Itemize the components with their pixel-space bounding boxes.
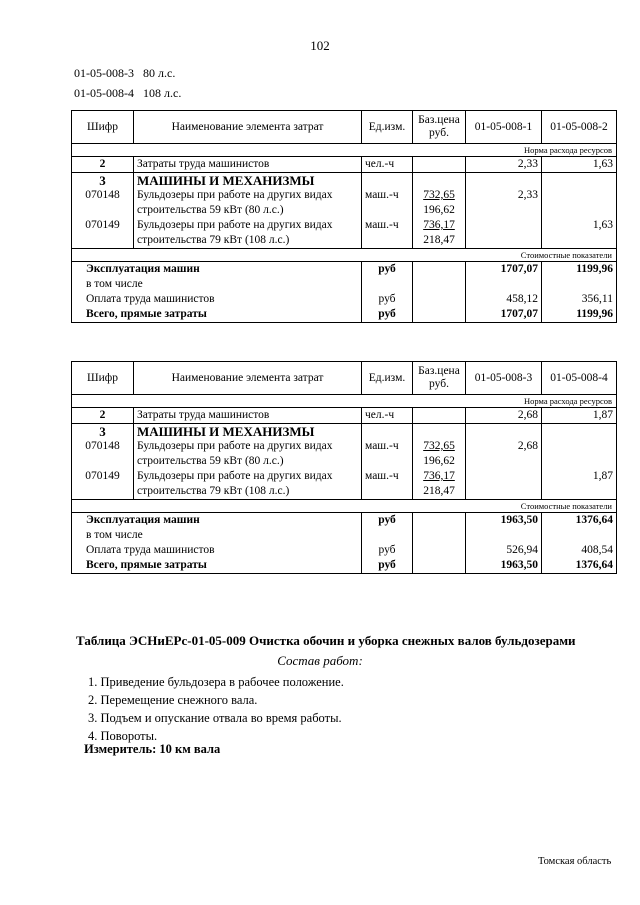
- row-price-main: 736,17: [413, 469, 466, 484]
- cost-wages-v1: 458,12: [466, 292, 542, 307]
- row-price-wage: 218,47: [413, 484, 466, 500]
- list-item: 2. Перемещение снежного вала.: [88, 693, 258, 707]
- subheader-norm: Норма расхода ресурсов: [72, 395, 617, 408]
- list-item: 1. Приведение бульдозера в рабочее положение.: [88, 675, 344, 689]
- table-row: [72, 439, 617, 454]
- row-v2: 1,63: [542, 157, 617, 173]
- cost-wages-unit: руб: [362, 543, 413, 558]
- table-header: [72, 362, 617, 395]
- cost-total-unit: руб: [362, 558, 413, 574]
- row-v2: [542, 439, 617, 454]
- row-name: Бульдозеры при работе на других видах: [134, 188, 362, 203]
- section-title: МАШИНЫ И МЕХАНИЗМЫ: [134, 424, 362, 440]
- row-price-wage: 196,62: [413, 203, 466, 218]
- row-name: Затраты труда машинистов: [134, 408, 362, 424]
- cost-total-label: Всего, прямые затраты: [72, 558, 362, 574]
- row-v2: [542, 188, 617, 203]
- resource-table-1: [71, 110, 617, 323]
- code-desc: 80 л.с.: [143, 66, 176, 80]
- subheader-norm: Норма расхода ресурсов: [72, 144, 617, 157]
- row-unit: чел.-ч: [362, 408, 413, 424]
- row-v1: 2,33: [466, 157, 542, 173]
- header-shifr: Шифр: [72, 111, 134, 144]
- table-row: [72, 513, 617, 529]
- cost-operation-unit: руб: [362, 262, 413, 278]
- row-code: 2: [72, 157, 134, 173]
- cost-total-unit: руб: [362, 307, 413, 323]
- row-code: 070148: [72, 188, 134, 203]
- row-price-main: 736,17: [413, 218, 466, 233]
- region-footer: Томская область: [538, 856, 612, 867]
- table-row: [72, 307, 617, 323]
- row-price-main: 732,65: [413, 439, 466, 454]
- table-row: [72, 424, 617, 440]
- cost-including-label: в том числе: [72, 277, 362, 292]
- list-item: 4. Повороты.: [88, 729, 158, 743]
- row-unit: чел.-ч: [362, 157, 413, 173]
- cost-wages-v2: 408,54: [542, 543, 617, 558]
- resource-table-2: [71, 361, 617, 574]
- row-name: Бульдозеры при работе на других видах: [134, 439, 362, 454]
- table-row: [72, 558, 617, 574]
- list-item: 3. Подъем и опускание отвала во время работы.: [88, 711, 342, 725]
- header-base-price: Баз.цена руб.: [413, 111, 466, 144]
- row-unit: маш.-ч: [362, 218, 413, 233]
- row-name-cont: строительства 59 кВт (80 л.с.): [134, 454, 362, 469]
- row-v2: 1,87: [542, 469, 617, 484]
- header-base-price: Баз.цена руб.: [413, 362, 466, 395]
- table-row: [72, 203, 617, 218]
- table-row: [72, 408, 617, 424]
- cost-operation-v1: 1707,07: [466, 262, 542, 278]
- table-row: [72, 277, 617, 292]
- cost-total-v1: 1707,07: [466, 307, 542, 323]
- cost-operation-v2: 1376,64: [542, 513, 617, 529]
- row-name: Бульдозеры при работе на других видах: [134, 469, 362, 484]
- row-code: 3: [72, 424, 134, 440]
- row-name-cont: строительства 59 кВт (80 л.с.): [134, 203, 362, 218]
- cost-including-label: в том числе: [72, 528, 362, 543]
- row-v2: 1,63: [542, 218, 617, 233]
- row-unit: маш.-ч: [362, 439, 413, 454]
- code-line-1: [74, 66, 175, 81]
- table-row: [72, 188, 617, 203]
- cost-operation-v2: 1199,96: [542, 262, 617, 278]
- header-col1: 01-05-008-1: [466, 111, 542, 144]
- cost-wages-unit: руб: [362, 292, 413, 307]
- row-name: Бульдозеры при работе на других видах: [134, 218, 362, 233]
- cost-total-v2: 1376,64: [542, 558, 617, 574]
- table-row: [72, 157, 617, 173]
- code: 01-05-008-3: [74, 66, 134, 80]
- table-row: [72, 454, 617, 469]
- subheader-cost: Стоимостные показатели: [72, 249, 617, 262]
- code: 01-05-008-4: [74, 86, 134, 100]
- cost-total-label: Всего, прямые затраты: [72, 307, 362, 323]
- row-v1: 2,68: [466, 439, 542, 454]
- header-shifr: Шифр: [72, 362, 134, 395]
- row-v1: [466, 218, 542, 233]
- table-caption: Таблица ЭСНиЕРс-01-05-009 Очистка обочин и уборка снежных валов бульдозерами: [76, 633, 576, 648]
- cost-operation-unit: руб: [362, 513, 413, 529]
- table-row: [72, 484, 617, 500]
- table-row: [72, 292, 617, 307]
- row-v1: [466, 469, 542, 484]
- header-col2: 01-05-008-2: [542, 111, 617, 144]
- composition-title: Состав работ:: [277, 653, 363, 668]
- header-unit: Ед.изм.: [362, 111, 413, 144]
- row-code: 070149: [72, 469, 134, 484]
- row-name: Затраты труда машинистов: [134, 157, 362, 173]
- row-code: 2: [72, 408, 134, 424]
- row-v1: 2,33: [466, 188, 542, 203]
- header-unit: Ед.изм.: [362, 362, 413, 395]
- row-name-cont: строительства 79 кВт (108 л.с.): [134, 484, 362, 500]
- page-number: 102: [310, 38, 330, 53]
- header-name: Наименование элемента затрат: [134, 111, 362, 144]
- cost-wages-label: Оплата труда машинистов: [72, 292, 362, 307]
- table-header: [72, 111, 617, 144]
- cost-wages-v2: 356,11: [542, 292, 617, 307]
- section-title: МАШИНЫ И МЕХАНИЗМЫ: [134, 173, 362, 189]
- row-price-main: 732,65: [413, 188, 466, 203]
- work-steps-list: [88, 673, 344, 745]
- measure-unit: Измеритель: 10 км вала: [84, 742, 221, 756]
- cost-wages-label: Оплата труда машинистов: [72, 543, 362, 558]
- table-row: [72, 262, 617, 278]
- row-price-wage: 196,62: [413, 454, 466, 469]
- row-v1: 2,68: [466, 408, 542, 424]
- cost-wages-v1: 526,94: [466, 543, 542, 558]
- subheader-cost: Стоимостные показатели: [72, 500, 617, 513]
- table-row: [72, 233, 617, 249]
- header-name: Наименование элемента затрат: [134, 362, 362, 395]
- code-desc: 108 л.с.: [143, 86, 182, 100]
- row-code: 070148: [72, 439, 134, 454]
- cost-operation-label: Эксплуатация машин: [72, 262, 362, 278]
- row-unit: маш.-ч: [362, 188, 413, 203]
- cost-total-v1: 1963,50: [466, 558, 542, 574]
- table-row: [72, 218, 617, 233]
- cost-total-v2: 1199,96: [542, 307, 617, 323]
- table-row: [72, 543, 617, 558]
- row-v2: 1,87: [542, 408, 617, 424]
- row-price-wage: 218,47: [413, 233, 466, 249]
- row-unit: маш.-ч: [362, 469, 413, 484]
- header-col2: 01-05-008-4: [542, 362, 617, 395]
- code-line-2: [74, 86, 181, 101]
- cost-operation-v1: 1963,50: [466, 513, 542, 529]
- table-row: [72, 469, 617, 484]
- row-name-cont: строительства 79 кВт (108 л.с.): [134, 233, 362, 249]
- header-col1: 01-05-008-3: [466, 362, 542, 395]
- row-code: 070149: [72, 218, 134, 233]
- cost-operation-label: Эксплуатация машин: [72, 513, 362, 529]
- table-row: [72, 173, 617, 189]
- table-row: [72, 528, 617, 543]
- row-code: 3: [72, 173, 134, 189]
